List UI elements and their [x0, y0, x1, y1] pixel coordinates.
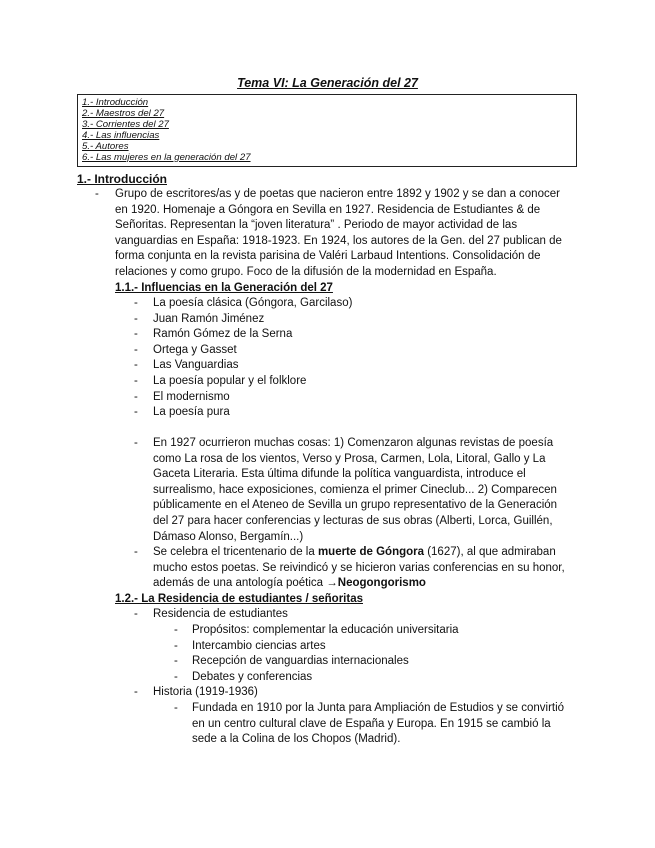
list-item: Intercambio ciencias artes	[192, 639, 326, 652]
list-item: Las Vanguardias	[153, 359, 239, 372]
text-line: públicamente en el Ateneo de Sevilla un grupo representativo de la Generación	[153, 499, 558, 512]
table-of-contents	[77, 94, 577, 167]
bullet-dash: -	[174, 639, 178, 652]
list-item: La poesía popular y el folklore	[153, 375, 307, 387]
text-line: forma conjunta en la revista parisina de Valéri Larbaud Intentions. Consolidación de	[115, 250, 541, 263]
toc-item[interactable]: 1.- Introducción	[82, 97, 149, 108]
list-item: Historia (1919-1936)	[153, 686, 258, 699]
text-line: relaciones y como grupo. Foco de la difusión de la modernidad en España.	[115, 265, 497, 278]
bullet-dash: -	[134, 297, 138, 309]
bullet-dash: -	[174, 655, 178, 668]
bullet-dash: -	[134, 343, 138, 356]
text-line: Grupo de escritores/as y de poetas que nacieron entre 1892 y 1902 y se dan a conocer	[115, 188, 560, 200]
toc-item[interactable]: 5.- Autores	[82, 140, 129, 152]
text-line: surrealismo, hace exposiciones, comienza el primer Cineclub... 2) Comparecen	[153, 483, 557, 496]
list-item: Ortega y Gasset	[153, 343, 237, 356]
list-item: Residencia de estudiantes	[153, 608, 288, 620]
bullet-dash: -	[174, 670, 178, 683]
text-run: Se celebra el tricentenario de la	[153, 546, 318, 558]
bullet-dash: -	[134, 546, 138, 558]
bullet-dash: -	[134, 608, 138, 620]
text-line: En 1927 ocurrieron muchas cosas: 1) Comenzaron algunas revistas de poesía	[153, 437, 554, 449]
text-run: (1627), al que admiraban	[424, 546, 556, 558]
intro-paragraph	[115, 187, 562, 281]
toc-item[interactable]: 2.- Maestros del 27	[82, 107, 165, 119]
text-line: Señoritas. Representan la “joven literatura” . Periodo de mayor actividad de las	[115, 219, 518, 232]
text-line: en un centro cultural clave de España y Europa. En 1915 se cambió la	[192, 717, 551, 730]
text-line: Dámaso Alonso, Bergamín...)	[153, 530, 304, 543]
list-item: La poesía clásica (Góngora, Garcilaso)	[153, 297, 353, 309]
list-item: Debates y conferencias	[192, 670, 313, 683]
bullet-dash: -	[134, 390, 138, 403]
bullet-dash: -	[134, 359, 138, 372]
bullet-dash: -	[134, 406, 138, 419]
section-heading-intro: 1.- Introducción	[77, 172, 167, 186]
bullet-dash: -	[174, 624, 178, 636]
text-line	[153, 545, 565, 561]
subsection-heading-residencia: 1.2.- La Residencia de estudiantes / señoritas	[115, 593, 363, 605]
toc-item[interactable]: 3.- Corrientes del 27	[82, 118, 169, 130]
list-item: El modernismo	[153, 390, 230, 403]
text-line: como La rosa de los vientos, Verso y Prosa, Carmen, Lola, Litoral, Gallo y La	[153, 452, 546, 465]
list-item: Juan Ramón Jiménez	[153, 312, 265, 325]
text-line	[153, 576, 565, 592]
toc-item[interactable]: 6.- Las mujeres en la generación del 27	[82, 151, 251, 163]
text-line: mucho estos poetas. Se reivindicó y se hicieron varias conferencias en su honor,	[153, 561, 565, 574]
bullet-dash: -	[134, 686, 138, 699]
bullet-dash: -	[95, 188, 99, 200]
bullet-dash: -	[134, 312, 138, 325]
text-line: en 1920. Homenaje a Góngora en Sevilla en 1927. Residencia de Estudiantes & de	[115, 203, 541, 216]
historia-paragraph	[192, 701, 564, 748]
document-title: Tema VI: La Generación del 27	[237, 76, 418, 90]
bullet-dash: -	[174, 702, 178, 714]
text-line: del 27 para hacer conferencias y lecturas de sus obras (Alberti, Lorca, Guillén,	[153, 514, 553, 527]
bullet-dash: -	[134, 375, 138, 387]
bold-text: muerte de Góngora	[317, 546, 425, 558]
text-run: además de una antología poética →	[153, 577, 338, 590]
bullet-dash: -	[134, 328, 138, 341]
list-item: La poesía pura	[153, 406, 230, 419]
toc-item[interactable]: 4.- Las influencias	[82, 129, 160, 141]
text-line: vanguardias en España: 1918-1923. En 1924, los autores de la Gen. del 27 publican de	[115, 234, 562, 247]
subsection-heading-influencias: 1.1.- Influencias en la Generación del 27	[115, 282, 333, 294]
paragraph-tricentenario	[153, 545, 565, 592]
bold-text: Neogongorismo	[337, 577, 426, 590]
bullet-dash: -	[134, 437, 138, 449]
text-line: sede a la Colina de los Chopos (Madrid).	[192, 733, 401, 746]
list-item: Ramón Gómez de la Serna	[153, 328, 293, 341]
text-line: Fundada en 1910 por la Junta para Ampliación de Estudios y se convirtió	[192, 702, 565, 714]
list-item: Recepción de vanguardias internacionales	[192, 655, 409, 668]
paragraph-1927	[153, 436, 557, 545]
list-item: Propósitos: complementar la educación universitaria	[192, 624, 459, 636]
text-line: Gaceta Literaria. Esta última difunde la política vanguardista, introduce el	[153, 468, 526, 481]
